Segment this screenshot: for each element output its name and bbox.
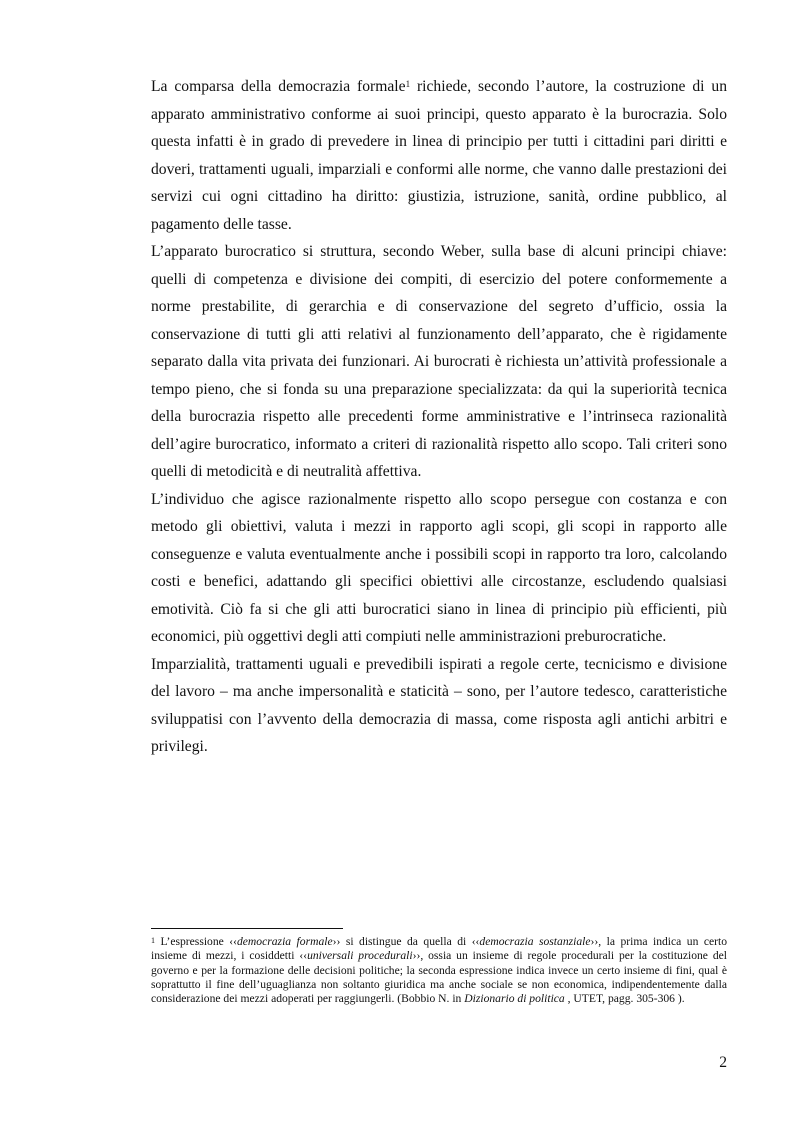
footnote-book-title: Dizionario di politica — [464, 992, 565, 1006]
footnote — [151, 935, 727, 1006]
footnote-text: ›› si distingue da quella di ‹‹ — [332, 935, 480, 948]
body-text — [151, 73, 727, 761]
paragraph-1-text-end: richiede, secondo l’autore, la costruzione di un apparato amministrativo conforme ai suoi principi, questo apparato è la burocrazia. Solo questa infatti è in grado di prevedere in linea di principio per tutti i cittadini pari diritti e doveri, trattamenti uguali, imparziali e conformi alle norme, che vanno dalle prestazioni dei servizi cui ogni cittadino ha diritto: giustizia, istruzione, sanità, ordine pubblico, al pagamento delle tasse. — [151, 78, 728, 233]
footnote-separator — [151, 928, 343, 929]
paragraph-1 — [151, 73, 727, 238]
footnote-text: ››, ossia un insieme di regole procedurali per la costituzione del governo e per la formazione delle decisioni politiche; la seconda espressione indica invece un certo insieme di fini, qual è soprattutto il fine dell’uguaglianza non soltanto giuridica ma anche sociale se non economica, indipendentemente dalla considerazione dei mezzi adoperati per raggiungerli. (Bobbio N. in — [151, 949, 727, 1006]
footnote-term: universali procedurali — [307, 949, 413, 963]
paragraph-4: Imparzialità, trattamenti uguali e prevedibili ispirati a regole certe, tecnicismo e divisione del lavoro – ma anche impersonalità e staticità – sono, per l’autore tedesco, caratteristiche sviluppatisi con l’avvento della democrazia di massa, come risposta agli antichi arbitri e privilegi. — [151, 655, 727, 755]
paragraph-3: L’individuo che agisce razionalmente rispetto allo scopo persegue con costanza e con metodo gli obiettivi, valuta i mezzi in rapporto agli scopi, gli scopi in rapporto alle conseguenze e valuta eventualmente anche i possibili scopi in rapporto tra loro, calcolando costi e benefici, adattando gli specifici obiettivi alle circostanze, escludendo qualsiasi emotività. Ciò fa si che gli atti burocratici siano in linea di principio più efficienti, più economici, più oggettivi degli atti compiuti nelle amministrazioni preburocratiche. — [151, 490, 727, 645]
footnote-term: democrazia formale — [236, 935, 333, 948]
footnote-number: 1 — [151, 936, 155, 945]
page-number: 2 — [719, 1054, 727, 1071]
paragraph-1-text-start: La comparsa della democrazia formale — [151, 78, 406, 95]
footnote-text: ››, la prima indica un certo insieme di mezzi, i cosiddetti ‹‹ — [151, 935, 727, 963]
footnote-reference[interactable]: 1 — [405, 79, 411, 89]
footnote-term: democrazia sostanziale — [479, 935, 591, 948]
paragraph-2: L’apparato burocratico si struttura, secondo Weber, sulla base di alcuni principi chiave: quelli di competenza e divisione dei compiti, di esercizio del potere conformemente a norme prestabilite, di gerarchia e di conservazione del segreto d’ufficio, ossia la conservazione di tutti gli atti relativi al funzionamento dell’apparato, che è rigidamente separato dalla vita privata dei funzionari. Ai burocrati è richiesta un’attività professionale a tempo pieno, che si fonda su una preparazione specializzata: da qui la superiorità tecnica della burocrazia rispetto alle precedenti forme amministrative e l’intrinseca razionalità dell’agire burocratico, informato a criteri di razionalità rispetto allo scopo. Tali criteri sono quelli di metodicità e di neutralità affettiva. — [151, 243, 727, 480]
footnote-text: L’espressione ‹‹ — [155, 935, 237, 948]
footnote-text: , UTET, pagg. 305-306 ). — [564, 992, 685, 1006]
